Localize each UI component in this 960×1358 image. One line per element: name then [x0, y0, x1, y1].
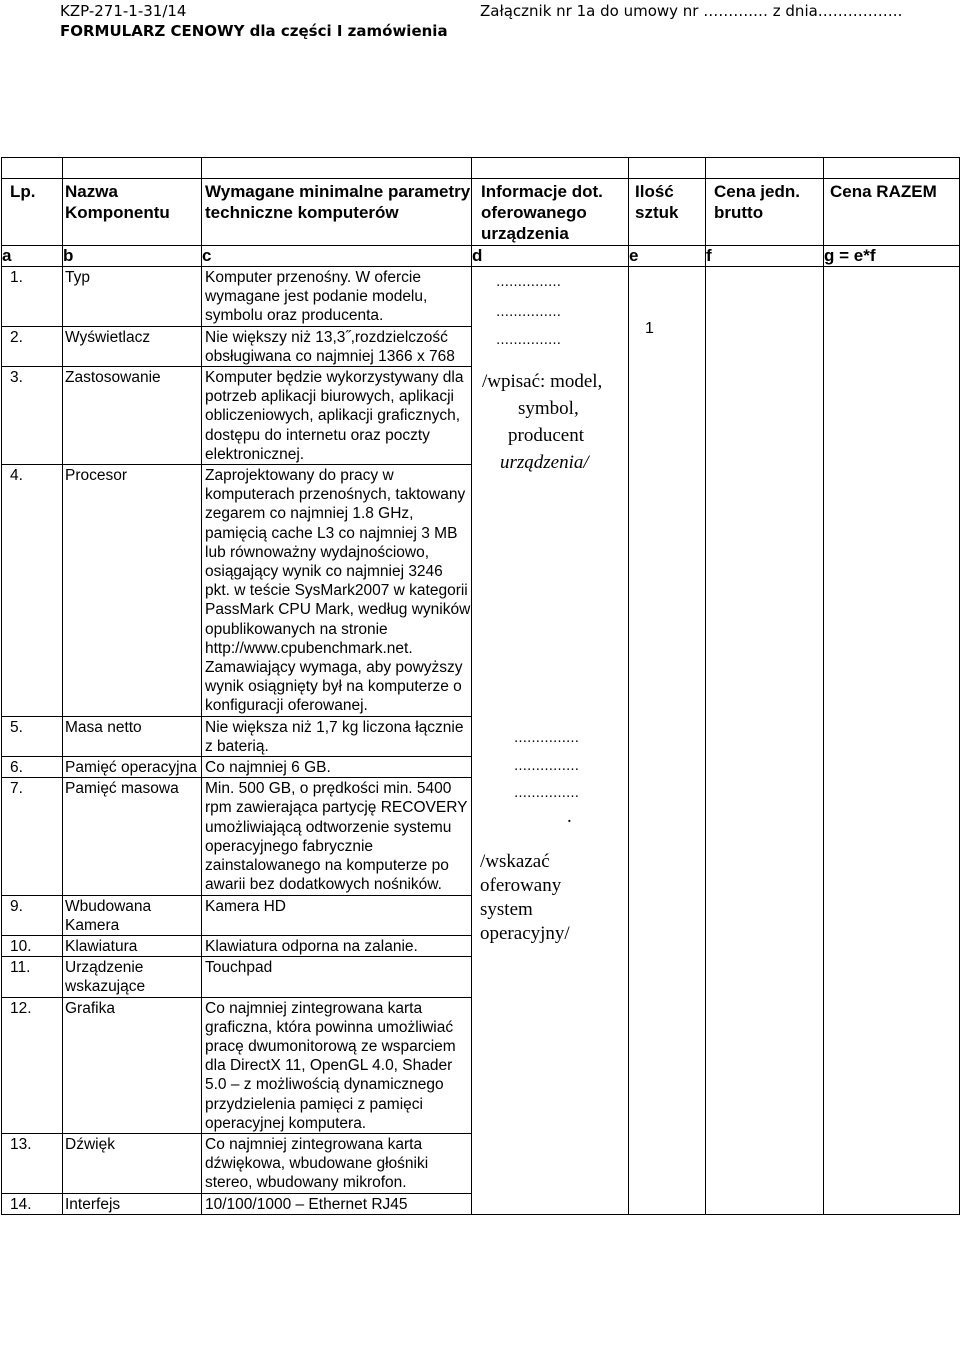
row-spec: Co najmniej zintegrowana karta graficzna, która powinna umożliwiać pracę dwumonitorową ze wsparciem dla DirectX 11, OpenGL 4.0, Shader 5.0 – z możliwością dynamicznego przydzielenia pamięci z pamięci operacyjnej komputera. [202, 997, 472, 1133]
row-spec: Min. 500 GB, o prędkości min. 5400 rpm zawierająca partycję RECOVERY umożliwiającą odtworzenie systemu operacyjnego fabrycznie zainstalowanego na komputerze po awarii bez dodatkowych nośników. [202, 778, 472, 895]
document-ref: KZP-271-1-31/14 [60, 2, 187, 20]
price-cell [706, 895, 824, 935]
spec-row [2, 716, 960, 756]
row-spec: Kamera HD [202, 895, 472, 935]
qty-cell [629, 326, 706, 366]
row-component: Zastosowanie [63, 367, 202, 465]
col-params: Wymagane minimalne parametry techniczne komputerów [202, 179, 472, 246]
fill-dots-3: …………… [496, 333, 561, 348]
row-component: Pamięć masowa [63, 778, 202, 895]
row-spec: Co najmniej 6 GB. [202, 757, 472, 778]
document-header [60, 2, 940, 22]
qty-cell [629, 895, 706, 935]
form-title: FORMULARZ CENOWY dla części I zamówienia [60, 22, 448, 40]
spec-row [2, 1133, 960, 1193]
price-form-table [1, 157, 960, 1215]
column-letter-row [2, 246, 960, 267]
row-number: 12. [2, 997, 63, 1133]
price-cell [706, 367, 824, 465]
os-hint-2: oferowany [480, 875, 562, 896]
row-spec: Komputer przenośny. W ofercie wymagane jest podanie modelu, symbolu oraz producenta. [202, 267, 472, 327]
total-cell [824, 757, 960, 778]
total-cell [824, 778, 960, 895]
letter-b: b [63, 246, 202, 267]
row-component: Pamięć operacyjna [63, 757, 202, 778]
row-number: 9. [2, 895, 63, 935]
row-spec: Komputer będzie wykorzystywany dla potrzeb aplikacji biurowych, aplikacji obliczeniowych, aplikacji graficznych, dostępu do internetu oraz poczty elektronicznej. [202, 367, 472, 465]
row-component: Interfejs [63, 1193, 202, 1214]
col-name: Nazwa Komponentu [63, 179, 202, 246]
spec-row [2, 465, 960, 717]
total-cell [824, 957, 960, 997]
price-cell [706, 957, 824, 997]
row-spec: Nie większa niż 1,7 kg liczona łącznie z baterią. [202, 716, 472, 756]
row-spec: Touchpad [202, 957, 472, 997]
qty-cell [629, 267, 706, 327]
qty-cell [629, 1133, 706, 1193]
spec-rows [2, 267, 960, 1215]
price-cell [706, 757, 824, 778]
spec-row [2, 757, 960, 778]
model-hint-2: symbol, [518, 398, 579, 419]
os-dots-3: …………… [514, 786, 579, 801]
qty-cell [629, 367, 706, 465]
letter-a: a [2, 246, 63, 267]
row-number: 1. [2, 267, 63, 327]
qty-cell [629, 935, 706, 956]
model-hint-3: producent [508, 425, 584, 446]
col-info: Informacje dot. oferowanego urządzenia [472, 179, 629, 246]
row-component: Grafika [63, 997, 202, 1133]
info-cell [472, 465, 629, 717]
os-dots-1: …………… [514, 731, 579, 746]
price-cell [706, 465, 824, 717]
row-spec: Zaprojektowany do pracy w komputerach przenośnych, taktowany zegarem co najmniej 1.8 GHz, pamięcią cache L3 co najmniej 3 MB lub równoważny wydajnościowo, osiągający wynik co najmniej 3246 pkt. w teście SysMark2007 w kategorii PassMark CPU Mark, według wyników opublikowanych na stronie http://www.cpubenchmark.net. Zamawiający wymaga, aby powyższy wynik osiągnięty był na komputerze o konfiguracji oferowanej. [202, 465, 472, 717]
row-component: Klawiatura [63, 935, 202, 956]
spec-row [2, 957, 960, 997]
letter-c: c [202, 246, 472, 267]
price-cell [706, 935, 824, 956]
letter-f: f [706, 246, 824, 267]
attachment-note: Załącznik nr 1a do umowy nr ……….… z dnia…………….. [480, 2, 903, 20]
letter-e: e [629, 246, 706, 267]
qty-cell [629, 957, 706, 997]
spec-row [2, 326, 960, 366]
row-component: Typ [63, 267, 202, 327]
fill-dots-1: …………… [496, 275, 561, 290]
total-cell [824, 997, 960, 1133]
price-cell [706, 267, 824, 327]
row-number: 10. [2, 935, 63, 956]
row-number: 11. [2, 957, 63, 997]
price-cell [706, 997, 824, 1133]
qty-cell [629, 997, 706, 1133]
row-number: 6. [2, 757, 63, 778]
row-number: 14. [2, 1193, 63, 1214]
info-cell [472, 957, 629, 997]
qty-cell [629, 1193, 706, 1214]
info-cell [472, 997, 629, 1133]
price-cell [706, 716, 824, 756]
total-cell [824, 935, 960, 956]
row-spec: 10/100/1000 – Ethernet RJ45 [202, 1193, 472, 1214]
os-dot: . [567, 806, 572, 827]
row-spec: Nie większy niż 13,3˝,rozdzielczość obsługiwana co najmniej 1366 x 768 [202, 326, 472, 366]
row-component: Wbudowana Kamera [63, 895, 202, 935]
row-component: Masa netto [63, 716, 202, 756]
row-component: Dźwięk [63, 1133, 202, 1193]
total-cell [824, 1193, 960, 1214]
total-cell [824, 326, 960, 366]
row-component: Procesor [63, 465, 202, 717]
info-cell [472, 1193, 629, 1214]
model-hint-4: urządzenia/ [500, 452, 589, 473]
row-component: Wyświetlacz [63, 326, 202, 366]
col-qty: Ilość sztuk [629, 179, 706, 246]
total-cell [824, 267, 960, 327]
qty-cell [629, 778, 706, 895]
column-header-row [2, 179, 960, 246]
spec-row [2, 267, 960, 327]
letter-g: g = e*f [824, 246, 960, 267]
os-hint-4: operacyjny/ [480, 923, 570, 944]
row-number: 13. [2, 1133, 63, 1193]
os-dots-2: …………… [514, 759, 579, 774]
row-number: 7. [2, 778, 63, 895]
row-number: 3. [2, 367, 63, 465]
total-cell [824, 716, 960, 756]
qty-cell [629, 465, 706, 717]
os-hint-3: system [480, 899, 533, 920]
fill-dots-2: …………… [496, 305, 561, 320]
row-number: 5. [2, 716, 63, 756]
row-spec: Klawiatura odporna na zalanie. [202, 935, 472, 956]
total-cell [824, 1133, 960, 1193]
total-cell [824, 465, 960, 717]
price-cell [706, 326, 824, 366]
col-lp: Lp. [2, 179, 63, 246]
row-spec: Co najmniej zintegrowana karta dźwiękowa, wbudowane głośniki stereo, wbudowany mikrofon. [202, 1133, 472, 1193]
spacer-row [2, 158, 960, 179]
os-hint-1: /wskazać [480, 851, 550, 872]
total-cell [824, 367, 960, 465]
price-cell [706, 1193, 824, 1214]
row-number: 4. [2, 465, 63, 717]
quantity-value: 1 [645, 320, 654, 337]
letter-d: d [472, 246, 629, 267]
col-price: Cena jedn. brutto [706, 179, 824, 246]
price-cell [706, 1133, 824, 1193]
model-hint-1: /wpisać: model, [482, 371, 603, 392]
spec-row [2, 1193, 960, 1214]
row-number: 2. [2, 326, 63, 366]
total-cell [824, 895, 960, 935]
spec-row [2, 997, 960, 1133]
qty-cell [629, 757, 706, 778]
col-total: Cena RAZEM [824, 179, 960, 246]
row-component: Urządzenie wskazujące [63, 957, 202, 997]
qty-cell [629, 716, 706, 756]
price-cell [706, 778, 824, 895]
spec-row [2, 367, 960, 465]
info-cell [472, 1133, 629, 1193]
